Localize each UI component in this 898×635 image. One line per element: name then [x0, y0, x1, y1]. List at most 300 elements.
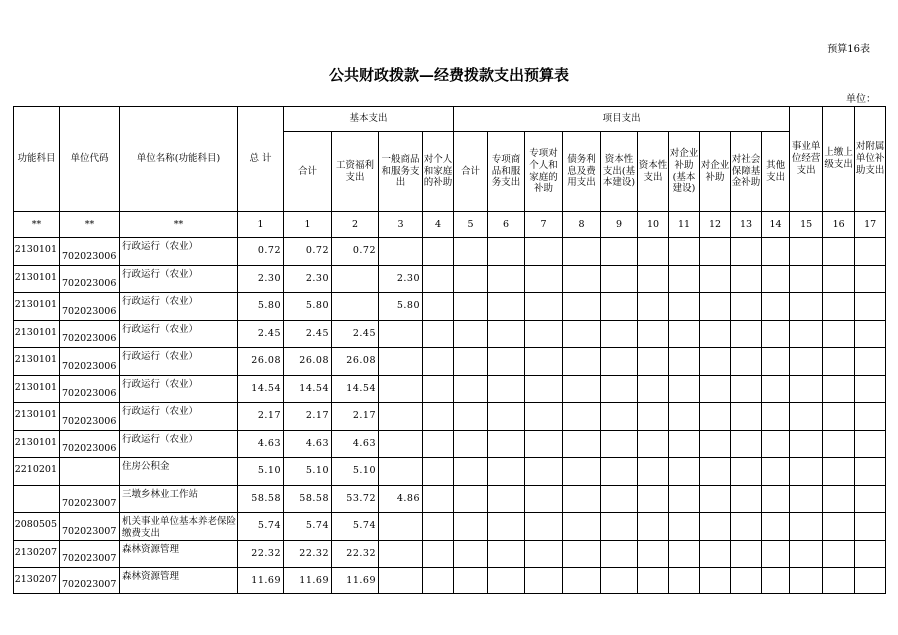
unit-name-cell: 行政运行（农业）: [120, 265, 238, 293]
empty-cell: [731, 540, 762, 568]
empty-cell: [790, 265, 823, 293]
basic-total-cell: 14.54: [284, 375, 332, 403]
empty-cell: [525, 403, 563, 431]
empty-cell: [601, 238, 638, 266]
empty-cell: [488, 375, 525, 403]
empty-cell: [563, 403, 601, 431]
empty-cell: [762, 485, 790, 513]
empty-cell: [855, 430, 886, 458]
wage-cell: 26.08: [332, 348, 379, 376]
empty-cell: [823, 238, 855, 266]
empty-cell: [601, 540, 638, 568]
empty-cell: [563, 568, 601, 594]
table-tag: 预算16表: [827, 44, 870, 55]
func-code-cell: 2130101: [14, 265, 60, 293]
goods-cell: [379, 568, 423, 594]
unit-code-cell: 702023006: [60, 403, 120, 431]
func-code-cell: 2130207: [14, 568, 60, 594]
empty-cell: [700, 458, 731, 486]
unit-code-cell: 702023007: [60, 568, 120, 594]
empty-cell: [638, 540, 669, 568]
total-cell: 58.58: [238, 485, 284, 513]
empty-cell: [669, 375, 700, 403]
header-basic-total: 合计: [284, 132, 332, 212]
goods-cell: [379, 513, 423, 541]
index-cell: 6: [488, 212, 525, 238]
empty-cell: [669, 265, 700, 293]
page-title: 公共财政拨款—经费拨款支出预算表: [328, 66, 569, 84]
header-basic-subsidy: 对个人和家庭的补助: [423, 132, 454, 212]
index-cell: 9: [601, 212, 638, 238]
empty-cell: [488, 293, 525, 321]
index-cell: 14: [762, 212, 790, 238]
empty-cell: [762, 238, 790, 266]
empty-cell: [601, 458, 638, 486]
empty-cell: [700, 238, 731, 266]
index-cell: 4: [423, 212, 454, 238]
empty-cell: [790, 513, 823, 541]
goods-cell: [379, 348, 423, 376]
empty-cell: [762, 265, 790, 293]
empty-cell: [700, 375, 731, 403]
unit-name-cell: 森林资源管理: [120, 540, 238, 568]
empty-cell: [454, 265, 488, 293]
index-cell: 5: [454, 212, 488, 238]
budget-table: [13, 106, 886, 594]
empty-cell: [762, 513, 790, 541]
empty-cell: [731, 513, 762, 541]
empty-cell: [601, 375, 638, 403]
empty-cell: [525, 540, 563, 568]
unit-code-cell: 702023006: [60, 320, 120, 348]
empty-cell: [601, 568, 638, 594]
header-basic-wage: 工资福利支出: [332, 132, 379, 212]
index-cell: 1: [284, 212, 332, 238]
basic-total-cell: 5.10: [284, 458, 332, 486]
func-code-cell: 2130101: [14, 375, 60, 403]
empty-cell: [823, 568, 855, 594]
empty-cell: [423, 513, 454, 541]
wage-cell: 2.45: [332, 320, 379, 348]
basic-total-cell: 11.69: [284, 568, 332, 594]
header-affiliated: 对附属单位补助支出: [855, 107, 886, 212]
unit-name-cell: 行政运行（农业）: [120, 293, 238, 321]
func-code-cell: 2130101: [14, 320, 60, 348]
empty-cell: [423, 540, 454, 568]
index-cell: 16: [823, 212, 855, 238]
empty-cell: [790, 238, 823, 266]
empty-cell: [563, 458, 601, 486]
empty-cell: [700, 348, 731, 376]
goods-cell: [379, 403, 423, 431]
wage-cell: 0.72: [332, 238, 379, 266]
empty-cell: [669, 540, 700, 568]
empty-cell: [525, 238, 563, 266]
empty-cell: [423, 320, 454, 348]
empty-cell: [525, 568, 563, 594]
empty-cell: [454, 513, 488, 541]
empty-cell: [731, 238, 762, 266]
empty-cell: [638, 320, 669, 348]
goods-cell: [379, 375, 423, 403]
empty-cell: [855, 403, 886, 431]
empty-cell: [731, 375, 762, 403]
empty-cell: [790, 348, 823, 376]
empty-cell: [700, 540, 731, 568]
empty-cell: [669, 513, 700, 541]
empty-cell: [762, 430, 790, 458]
empty-cell: [700, 485, 731, 513]
table-row: [14, 513, 886, 541]
header-basic-group: 基本支出: [284, 107, 454, 132]
total-cell: 22.32: [238, 540, 284, 568]
empty-cell: [762, 320, 790, 348]
empty-cell: [638, 403, 669, 431]
unit-name-cell: 住房公积金: [120, 458, 238, 486]
unit-name-cell: 行政运行（农业）: [120, 348, 238, 376]
empty-cell: [525, 430, 563, 458]
empty-cell: [700, 430, 731, 458]
header-proj-debt: 债务利息及费用支出: [563, 132, 601, 212]
empty-cell: [525, 320, 563, 348]
empty-cell: [423, 430, 454, 458]
empty-cell: [601, 513, 638, 541]
empty-cell: [855, 458, 886, 486]
data-rows: [14, 238, 886, 594]
index-cell: 8: [563, 212, 601, 238]
unit-code-cell: [60, 458, 120, 486]
empty-cell: [488, 320, 525, 348]
empty-cell: [454, 540, 488, 568]
empty-cell: [563, 265, 601, 293]
unit-name-cell: 行政运行（农业）: [120, 375, 238, 403]
table-row: [14, 403, 886, 431]
wage-cell: 53.72: [332, 485, 379, 513]
empty-cell: [823, 485, 855, 513]
empty-cell: [601, 430, 638, 458]
empty-cell: [731, 348, 762, 376]
func-code-cell: 2080505: [14, 513, 60, 541]
empty-cell: [454, 568, 488, 594]
header-unit-name: 单位名称(功能科目): [120, 107, 238, 212]
empty-cell: [563, 348, 601, 376]
empty-cell: [762, 293, 790, 321]
header-proj-capital: 资本性支出: [638, 132, 669, 212]
header-unit-code: 单位代码: [60, 107, 120, 212]
empty-cell: [823, 540, 855, 568]
header-business: 事业单位经营支出: [790, 107, 823, 212]
empty-cell: [855, 293, 886, 321]
index-row: [14, 212, 886, 238]
empty-cell: [525, 348, 563, 376]
wage-cell: [332, 265, 379, 293]
empty-cell: [823, 375, 855, 403]
goods-cell: [379, 320, 423, 348]
empty-cell: [855, 375, 886, 403]
basic-total-cell: 2.30: [284, 265, 332, 293]
empty-cell: [731, 265, 762, 293]
empty-cell: [488, 430, 525, 458]
index-cell: 3: [379, 212, 423, 238]
unit-name-cell: 三墩乡林业工作站: [120, 485, 238, 513]
empty-cell: [423, 403, 454, 431]
total-cell: 0.72: [238, 238, 284, 266]
empty-cell: [855, 513, 886, 541]
empty-cell: [669, 320, 700, 348]
wage-cell: 11.69: [332, 568, 379, 594]
func-code-cell: 2130101: [14, 430, 60, 458]
empty-cell: [525, 293, 563, 321]
empty-cell: [601, 265, 638, 293]
empty-cell: [855, 238, 886, 266]
total-cell: 11.69: [238, 568, 284, 594]
empty-cell: [563, 293, 601, 321]
empty-cell: [488, 238, 525, 266]
empty-cell: [700, 320, 731, 348]
empty-cell: [669, 458, 700, 486]
empty-cell: [762, 403, 790, 431]
empty-cell: [700, 403, 731, 431]
index-cell: 12: [700, 212, 731, 238]
empty-cell: [790, 375, 823, 403]
header-project-group: 项目支出: [454, 107, 790, 132]
table-row: [14, 238, 886, 266]
unit-code-cell: 702023007: [60, 540, 120, 568]
empty-cell: [563, 485, 601, 513]
index-cell: 17: [855, 212, 886, 238]
index-cell: 10: [638, 212, 669, 238]
empty-cell: [488, 403, 525, 431]
goods-cell: [379, 430, 423, 458]
total-cell: 2.45: [238, 320, 284, 348]
empty-cell: [762, 568, 790, 594]
header-proj-enterprise: 对企业补助: [700, 132, 731, 212]
unit-name-cell: 森林资源管理: [120, 568, 238, 594]
empty-cell: [731, 485, 762, 513]
wage-cell: 5.10: [332, 458, 379, 486]
wage-cell: 22.32: [332, 540, 379, 568]
unit-code-cell: 702023006: [60, 375, 120, 403]
basic-total-cell: 5.80: [284, 293, 332, 321]
empty-cell: [638, 513, 669, 541]
empty-cell: [638, 293, 669, 321]
index-cell: **: [14, 212, 60, 238]
table-row: [14, 348, 886, 376]
header-proj-enterprise-basic: 对企业补助(基本建设): [669, 132, 700, 212]
basic-total-cell: 26.08: [284, 348, 332, 376]
empty-cell: [454, 430, 488, 458]
empty-cell: [454, 375, 488, 403]
header-upper: 上缴上级支出: [823, 107, 855, 212]
empty-cell: [855, 265, 886, 293]
empty-cell: [790, 293, 823, 321]
unit-code-cell: 702023007: [60, 485, 120, 513]
basic-total-cell: 2.45: [284, 320, 332, 348]
basic-total-cell: 5.74: [284, 513, 332, 541]
goods-cell: [379, 238, 423, 266]
total-cell: 5.80: [238, 293, 284, 321]
empty-cell: [601, 485, 638, 513]
empty-cell: [823, 293, 855, 321]
empty-cell: [454, 348, 488, 376]
func-code-cell: 2130101: [14, 403, 60, 431]
empty-cell: [525, 375, 563, 403]
goods-cell: 5.80: [379, 293, 423, 321]
index-cell: 13: [731, 212, 762, 238]
unit-label: 单位：: [846, 94, 876, 105]
empty-cell: [638, 348, 669, 376]
empty-cell: [488, 513, 525, 541]
func-code-cell: 2130101: [14, 238, 60, 266]
empty-cell: [700, 568, 731, 594]
basic-total-cell: 58.58: [284, 485, 332, 513]
wage-cell: 4.63: [332, 430, 379, 458]
empty-cell: [790, 485, 823, 513]
empty-cell: [488, 348, 525, 376]
empty-cell: [669, 485, 700, 513]
wage-cell: 14.54: [332, 375, 379, 403]
empty-cell: [669, 293, 700, 321]
goods-cell: [379, 458, 423, 486]
empty-cell: [731, 458, 762, 486]
table-row: [14, 430, 886, 458]
unit-name-cell: 行政运行（农业）: [120, 430, 238, 458]
index-cell: 7: [525, 212, 563, 238]
empty-cell: [731, 568, 762, 594]
empty-cell: [601, 293, 638, 321]
empty-cell: [488, 265, 525, 293]
header-func-code: 功能科目: [14, 107, 60, 212]
empty-cell: [855, 485, 886, 513]
header-proj-subsidy: 专项对个人和家庭的补助: [525, 132, 563, 212]
empty-cell: [855, 348, 886, 376]
total-cell: 2.30: [238, 265, 284, 293]
empty-cell: [855, 320, 886, 348]
empty-cell: [454, 403, 488, 431]
empty-cell: [638, 375, 669, 403]
empty-cell: [762, 458, 790, 486]
empty-cell: [638, 238, 669, 266]
header-total: 总 计: [238, 107, 284, 212]
empty-cell: [762, 540, 790, 568]
empty-cell: [790, 430, 823, 458]
total-cell: 14.54: [238, 375, 284, 403]
empty-cell: [790, 320, 823, 348]
empty-cell: [563, 430, 601, 458]
total-cell: 4.63: [238, 430, 284, 458]
empty-cell: [700, 293, 731, 321]
header-basic-goods: 一般商品和服务支出: [379, 132, 423, 212]
unit-name-cell: 行政运行（农业）: [120, 403, 238, 431]
goods-cell: 2.30: [379, 265, 423, 293]
empty-cell: [762, 375, 790, 403]
empty-cell: [525, 513, 563, 541]
header-proj-capital-basic: 资本性支出(基本建设): [601, 132, 638, 212]
basic-total-cell: 4.63: [284, 430, 332, 458]
empty-cell: [638, 485, 669, 513]
table-row: [14, 568, 886, 594]
wage-cell: 2.17: [332, 403, 379, 431]
header-proj-social: 对社会保障基金补助: [731, 132, 762, 212]
index-cell: 11: [669, 212, 700, 238]
empty-cell: [790, 458, 823, 486]
empty-cell: [423, 348, 454, 376]
empty-cell: [823, 320, 855, 348]
empty-cell: [454, 293, 488, 321]
empty-cell: [700, 265, 731, 293]
empty-cell: [423, 265, 454, 293]
wage-cell: [332, 293, 379, 321]
wage-cell: 5.74: [332, 513, 379, 541]
empty-cell: [855, 568, 886, 594]
index-cell: 1: [238, 212, 284, 238]
total-cell: 5.74: [238, 513, 284, 541]
table-row: [14, 320, 886, 348]
header-proj-goods: 专项商品和服务支出: [488, 132, 525, 212]
empty-cell: [423, 568, 454, 594]
empty-cell: [731, 430, 762, 458]
empty-cell: [823, 513, 855, 541]
empty-cell: [638, 265, 669, 293]
empty-cell: [488, 458, 525, 486]
empty-cell: [669, 238, 700, 266]
empty-cell: [601, 320, 638, 348]
empty-cell: [638, 458, 669, 486]
empty-cell: [638, 568, 669, 594]
table-row: [14, 485, 886, 513]
empty-cell: [563, 320, 601, 348]
unit-name-cell: 行政运行（农业）: [120, 320, 238, 348]
func-code-cell: [14, 485, 60, 513]
empty-cell: [669, 568, 700, 594]
empty-cell: [454, 238, 488, 266]
empty-cell: [855, 540, 886, 568]
empty-cell: [823, 458, 855, 486]
index-cell: 2: [332, 212, 379, 238]
unit-code-cell: 702023006: [60, 348, 120, 376]
table-row: [14, 375, 886, 403]
empty-cell: [563, 513, 601, 541]
empty-cell: [423, 293, 454, 321]
empty-cell: [563, 540, 601, 568]
unit-code-cell: 702023006: [60, 293, 120, 321]
empty-cell: [563, 375, 601, 403]
goods-cell: [379, 540, 423, 568]
basic-total-cell: 22.32: [284, 540, 332, 568]
table-row: [14, 293, 886, 321]
empty-cell: [762, 348, 790, 376]
empty-cell: [700, 513, 731, 541]
empty-cell: [423, 375, 454, 403]
empty-cell: [823, 430, 855, 458]
total-cell: 5.10: [238, 458, 284, 486]
empty-cell: [731, 403, 762, 431]
empty-cell: [488, 568, 525, 594]
unit-name-cell: 机关事业单位基本养老保险缴费支出: [120, 513, 238, 541]
empty-cell: [601, 403, 638, 431]
func-code-cell: 2130207: [14, 540, 60, 568]
empty-cell: [731, 320, 762, 348]
empty-cell: [669, 348, 700, 376]
empty-cell: [669, 403, 700, 431]
basic-total-cell: 0.72: [284, 238, 332, 266]
empty-cell: [823, 265, 855, 293]
empty-cell: [823, 403, 855, 431]
empty-cell: [669, 430, 700, 458]
empty-cell: [790, 540, 823, 568]
empty-cell: [423, 485, 454, 513]
header-proj-total: 合计: [454, 132, 488, 212]
